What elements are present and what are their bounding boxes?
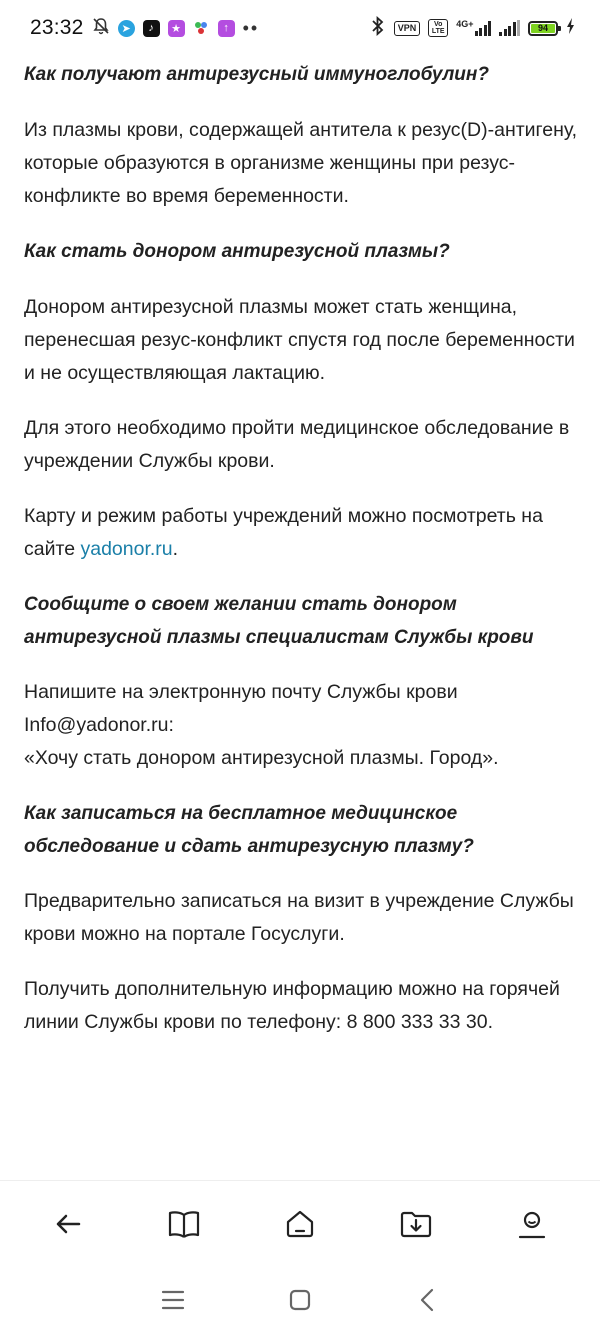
volte-badge: Vo LTE (428, 19, 448, 37)
download-folder-icon (399, 1209, 433, 1239)
paragraph-map-info (24, 500, 580, 566)
network-type: 4G+ (456, 19, 474, 29)
back-button[interactable] (38, 1194, 98, 1254)
heading-become-donor: Как стать донором антирезусной плазмы? (24, 241, 450, 262)
signal-bars-icon (475, 20, 492, 36)
status-bar (0, 0, 600, 56)
vpn-badge: VPN (394, 21, 421, 36)
battery-level: 94 (531, 24, 555, 33)
multicolor-dots-icon (193, 20, 210, 37)
heading-notify-specialists: Сообщите о своем желании стать донором антирезусной плазмы специалистам Службы крови (24, 594, 534, 648)
back-icon (53, 1209, 83, 1239)
tiktok-icon: ♪ (143, 20, 160, 37)
system-back-button[interactable] (402, 1275, 452, 1325)
map-info-text: Карту и режим работы учреждений можно посмотреть на сайте (24, 505, 543, 560)
paragraph-medical-exam: Для этого необходимо пройти медицинское обследование в учреждении Службы крови. (24, 417, 570, 472)
mobile-signal-1 (456, 20, 491, 36)
paragraph-plasma-source: Из плазмы крови, содержащей антитела к резус(D)-антигену, которые образуются в организме женщины при резус-конфликте во время беременности. (24, 119, 578, 207)
bluetooth-icon (370, 16, 386, 41)
book-icon (167, 1209, 201, 1239)
article (24, 56, 580, 1039)
clock: 23:32 (30, 16, 84, 39)
telegram-icon: ➤ (118, 20, 135, 37)
email-instruction: Напишите на электронную почту Службы крови (24, 681, 458, 703)
app-star-icon: ★ (168, 20, 185, 37)
yadonor-link[interactable]: yadonor.ru (80, 538, 173, 560)
system-home-button[interactable] (275, 1275, 325, 1325)
charging-icon (566, 18, 576, 39)
profile-icon (516, 1208, 548, 1240)
heading-signup-exam: Как записаться на бесплатное медицинское обследование и сдать антирезусную плазму? (24, 803, 474, 857)
profile-button[interactable] (502, 1194, 562, 1254)
app-up-icon: ↑ (218, 20, 235, 37)
email-address: Info@yadonor.ru: (24, 714, 174, 736)
library-button[interactable] (154, 1194, 214, 1254)
paragraph-email (24, 676, 580, 775)
heading-immunoglobulin: Как получают антирезусный иммуноглобулин? (24, 64, 489, 85)
status-bar-right (370, 16, 576, 41)
email-template: «Хочу стать донором антирезусной плазмы. Город». (24, 747, 499, 769)
system-navigation (0, 1266, 600, 1333)
downloads-button[interactable] (386, 1194, 446, 1254)
signal-bars-2-icon (499, 20, 520, 36)
home-button[interactable] (270, 1194, 330, 1254)
battery-icon (528, 21, 558, 36)
paragraph-donor-requirements: Донором антирезусной плазмы может стать женщина, перенесшая резус-конфликт спустя год после беременности и не осуществляющая лактацию. (24, 296, 575, 384)
paragraph-gosuslugi: Предварительно записаться на визит в учреждение Службы крови можно на портале Госуслуги. (24, 890, 574, 945)
menu-icon (161, 1289, 185, 1311)
back-chevron-icon (419, 1288, 435, 1312)
map-info-end: . (172, 538, 179, 560)
home-icon (284, 1208, 316, 1240)
home-square-icon (289, 1289, 311, 1311)
more-notifications-icon: •• (242, 17, 260, 38)
bottom-navigation (0, 1180, 600, 1266)
muted-bell-icon (92, 17, 110, 40)
recent-apps-button[interactable] (148, 1275, 198, 1325)
paragraph-hotline: Получить дополнительную информацию можно на горячей линии Службы крови по телефону: 8 800 333 33 30. (24, 978, 560, 1033)
status-bar-left (30, 16, 259, 40)
